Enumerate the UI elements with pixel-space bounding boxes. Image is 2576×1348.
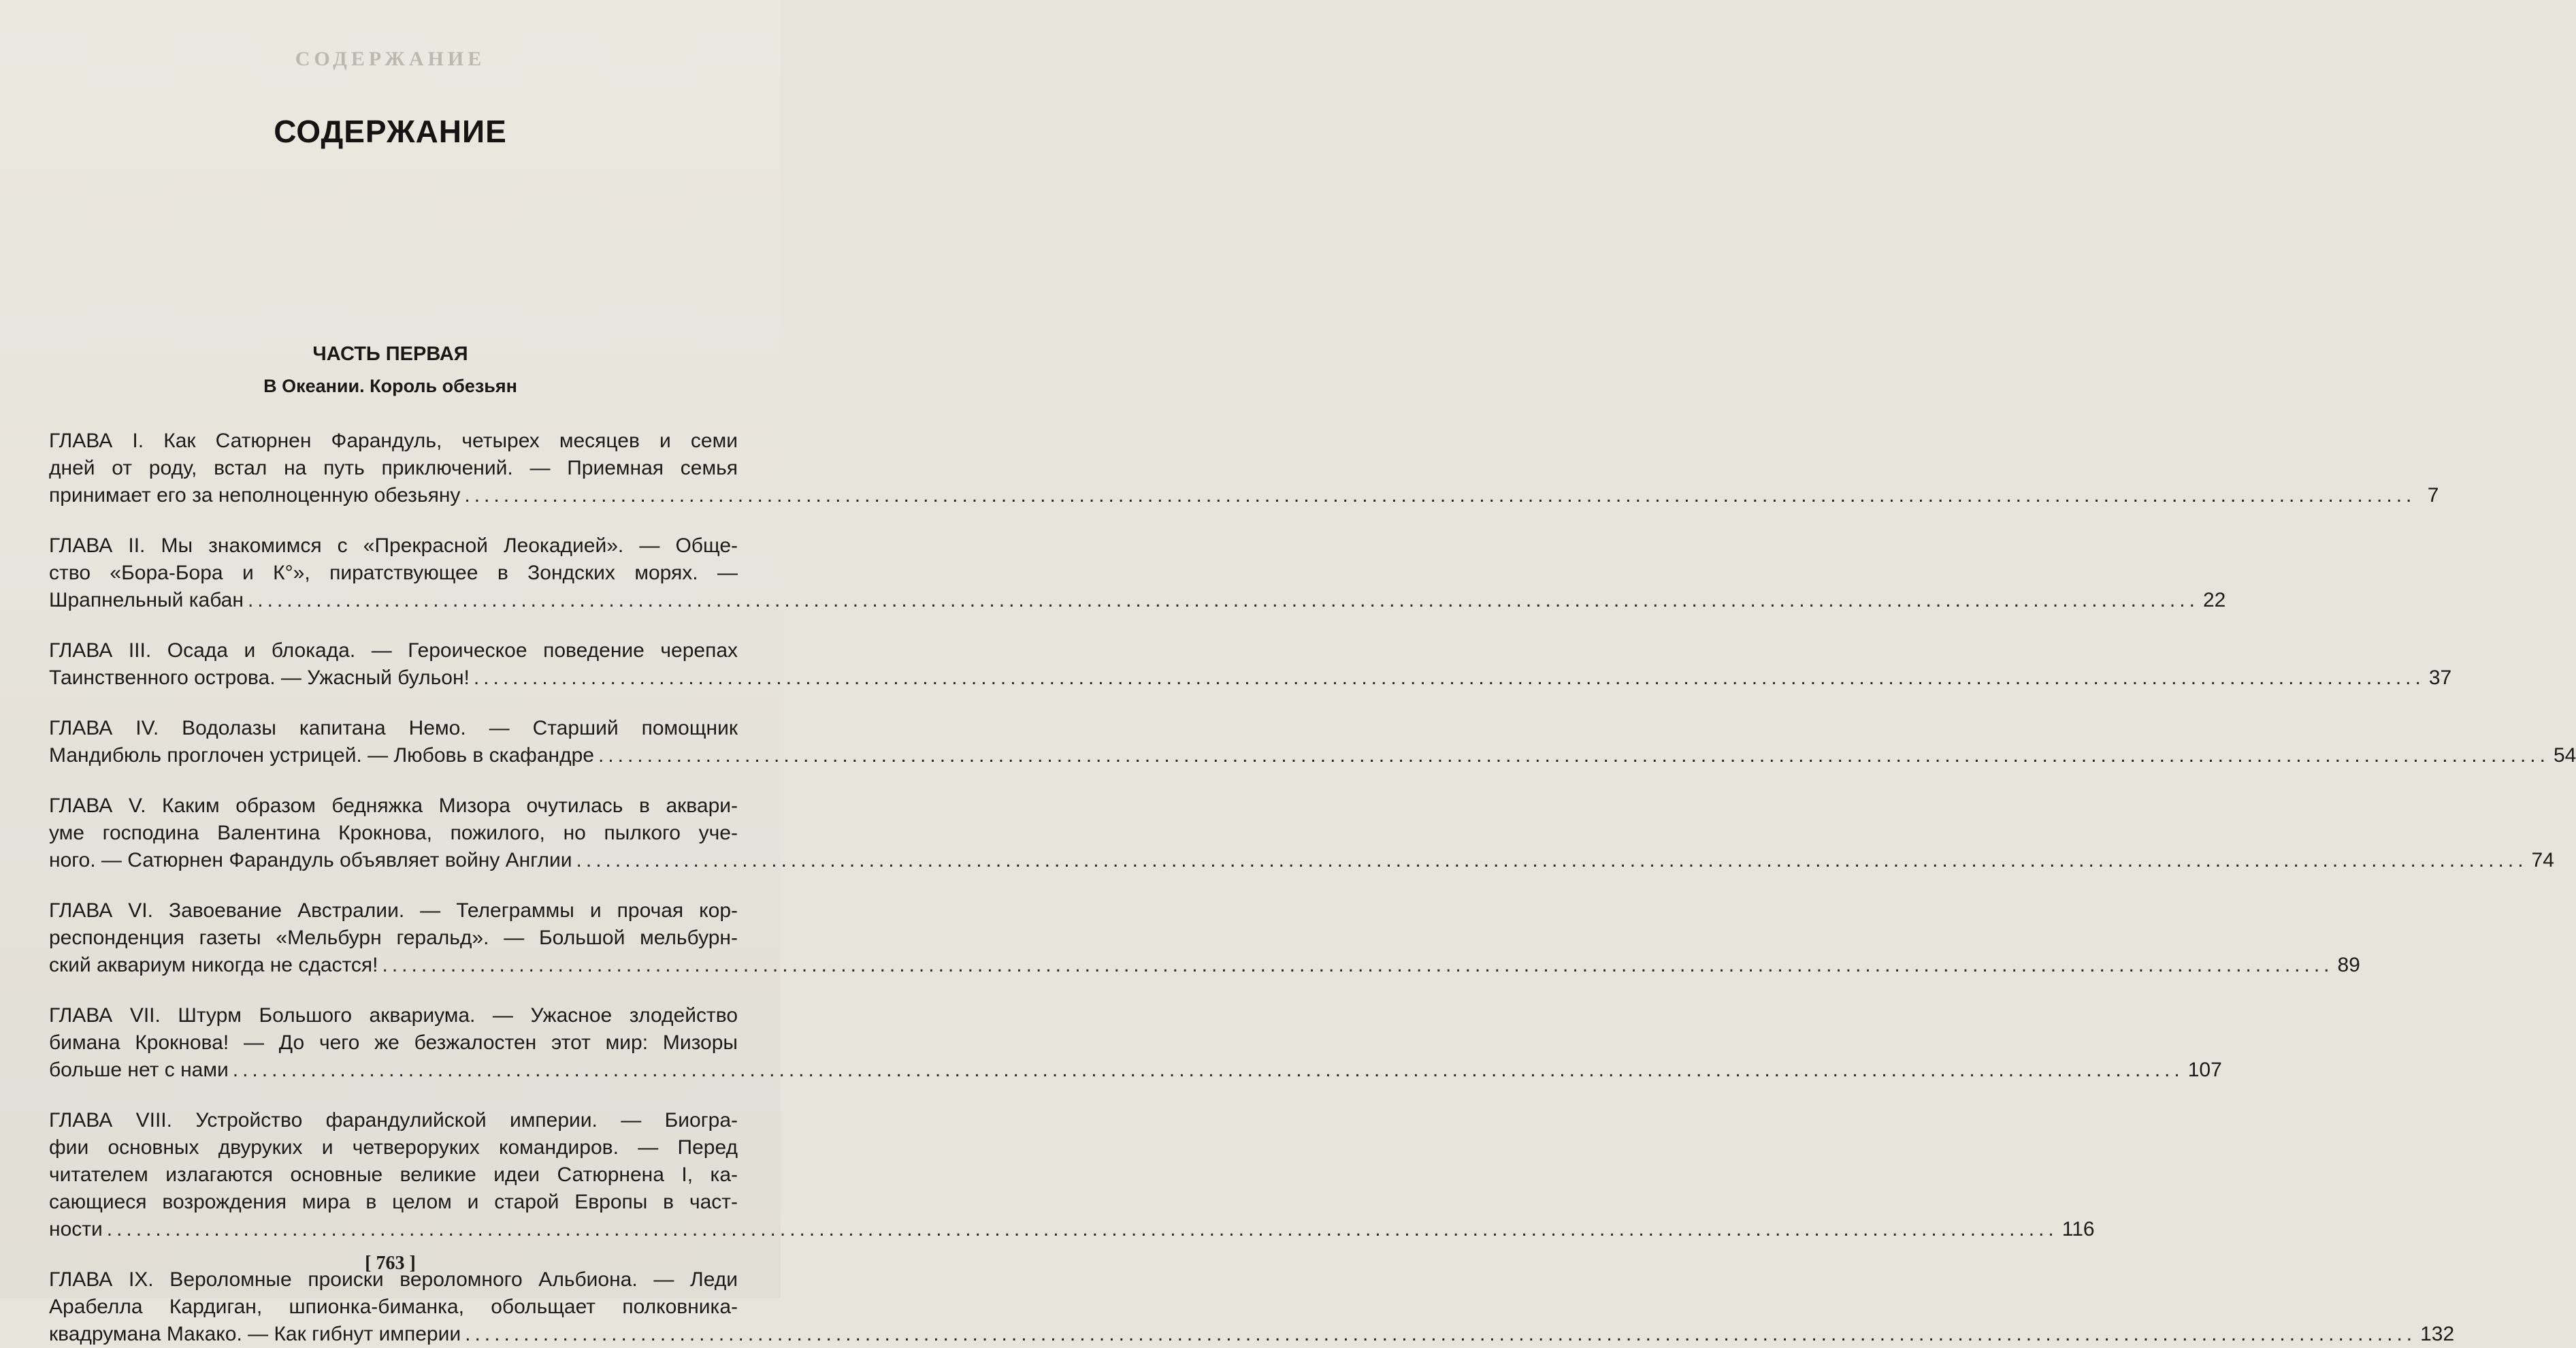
toc-entry-text: квадрумана Макако. — Как гибнут империи (49, 1323, 461, 1345)
toc-entry-text: ности (49, 1218, 103, 1240)
toc-entry-line: ГЛАВА VII. Штурм Большого аквариума. — Ужасное злодейство (49, 1004, 738, 1027)
toc-entry[interactable] (49, 715, 2576, 769)
toc-entry-line: бимана Крокнова! — До чего же безжалостен этот мир: Мизоры (49, 1031, 738, 1054)
toc-page-number: 7 (2427, 484, 2439, 507)
toc-entry[interactable] (49, 428, 2439, 509)
part-subtitle: В Океании. Король обезьян (263, 376, 517, 396)
dot-leader: ........................................................................................................................................................................................................ (464, 484, 2416, 507)
toc-entry-line: Арабелла Кардиган, шпионка-биманка, обольщает полковника- (49, 1296, 738, 1318)
toc-entry[interactable] (49, 1266, 2455, 1348)
toc-entry-text: больше нет с нами (49, 1059, 229, 1081)
toc-entry-last-line (49, 482, 2439, 509)
toc-entry-last-line (49, 664, 2452, 692)
toc-entry[interactable] (49, 1107, 2095, 1243)
toc-entry-text: Таинственного острова. — Ужасный бульон! (49, 667, 470, 689)
dot-leader: ........................................................................................................................................................................................................ (382, 954, 2334, 976)
toc-entry-line: ГЛАВА VIII. Устройство фарандулийской империи. — Биогра- (49, 1109, 738, 1132)
dot-leader: ........................................................................................................................................................................................................ (473, 667, 2425, 689)
toc-entry-line: ГЛАВА III. Осада и блокада. — Героическое поведение черепах (49, 639, 738, 662)
part-title: ЧАСТЬ ПЕРВАЯ (312, 343, 468, 365)
dot-leader: ........................................................................................................................................................................................................ (106, 1218, 2058, 1240)
toc-entry-text: Мандибюль проглочен устрицей. — Любовь в скафандре (49, 744, 594, 767)
toc-page-number: 54 (2553, 744, 2576, 767)
toc-page-number: 89 (2337, 954, 2360, 976)
toc-page-number: 107 (2187, 1059, 2222, 1081)
toc-entry-last-line (49, 742, 2576, 769)
toc-entry-text: Шрапнельный кабан (49, 589, 244, 611)
dot-leader: ........................................................................................................................................................................................................ (598, 744, 2549, 767)
toc-entry-line: ство «Бора-Бора и К°», пиратствующее в Зондских морях. — (49, 562, 738, 584)
page-title: СОДЕРЖАНИЕ (274, 114, 507, 149)
toc-entry-line: ГЛАВА V. Каким образом бедняжка Мизора очутилась в аквари- (49, 795, 738, 817)
toc-entry-line: ГЛАВА I. Как Сатюрнен Фарандуль, четырех месяцев и семи (49, 430, 738, 452)
dot-leader: ........................................................................................................................................................................................................ (576, 849, 2528, 871)
toc-entry-last-line (49, 587, 2226, 614)
toc-entry-line: уме господина Валентина Крокнова, пожилого, но пылкого уче- (49, 822, 738, 844)
toc-entry-line: дней от роду, встал на путь приключений. — Приемная семья (49, 457, 738, 479)
toc-entry-line: сающиеся возрождения мира в целом и старой Европы в част- (49, 1191, 738, 1213)
toc-entry-text: ного. — Сатюрнен Фарандуль объявляет войну Англии (49, 849, 572, 871)
toc-entry-line: ГЛАВА IV. Водолазы капитана Немо. — Старший помощник (49, 717, 738, 739)
toc-entry-line: читателем излагаются основные великие идеи Сатюрнена I, ка- (49, 1164, 738, 1186)
toc-entry-text: ский аквариум никогда не сдастся! (49, 954, 378, 976)
toc-page-number: 74 (2531, 849, 2554, 871)
toc-entry[interactable] (49, 1002, 2222, 1084)
toc-entry[interactable] (49, 532, 2226, 614)
toc-entry[interactable] (49, 637, 2452, 692)
dot-leader: ........................................................................................................................................................................................................ (465, 1323, 2417, 1345)
toc-page-number: 22 (2202, 589, 2226, 611)
dot-leader: ........................................................................................................................................................................................................ (232, 1059, 2184, 1081)
toc-entry[interactable] (49, 792, 2554, 874)
toc-entry-line: респонденция газеты «Мельбурн геральд». — Большой мельбурн- (49, 927, 738, 949)
toc-entry-last-line (49, 847, 2554, 874)
toc-page-number: 37 (2428, 667, 2452, 689)
toc-entry[interactable] (49, 897, 2360, 979)
toc-entry-line: фии основных двуруких и четвероруких командиров. — Перед (49, 1136, 738, 1159)
toc-page-number: 132 (2420, 1323, 2455, 1345)
toc-entry-last-line (49, 952, 2360, 979)
toc-entry-last-line (49, 1321, 2455, 1348)
table-of-contents (49, 428, 2576, 1348)
running-head: СОДЕРЖАНИЕ (295, 48, 486, 70)
dot-leader: ........................................................................................................................................................................................................ (247, 589, 2199, 611)
toc-entry-last-line (49, 1216, 2095, 1243)
toc-entry-line: ГЛАВА II. Мы знакомимся с «Прекрасной Леокадией». — Обще- (49, 534, 738, 557)
page-number: [ 763 ] (365, 1253, 416, 1274)
toc-entry-line: ГЛАВА VI. Завоевание Австралии. — Телеграммы и прочая кор- (49, 899, 738, 922)
toc-page-number: 116 (2061, 1218, 2095, 1240)
toc-entry-text: принимает его за неполноценную обезьяну (49, 484, 461, 507)
toc-entry-line: ГЛАВА IX. Вероломные происки вероломного Альбиона. — Леди (49, 1268, 738, 1291)
toc-entry-last-line (49, 1057, 2222, 1084)
